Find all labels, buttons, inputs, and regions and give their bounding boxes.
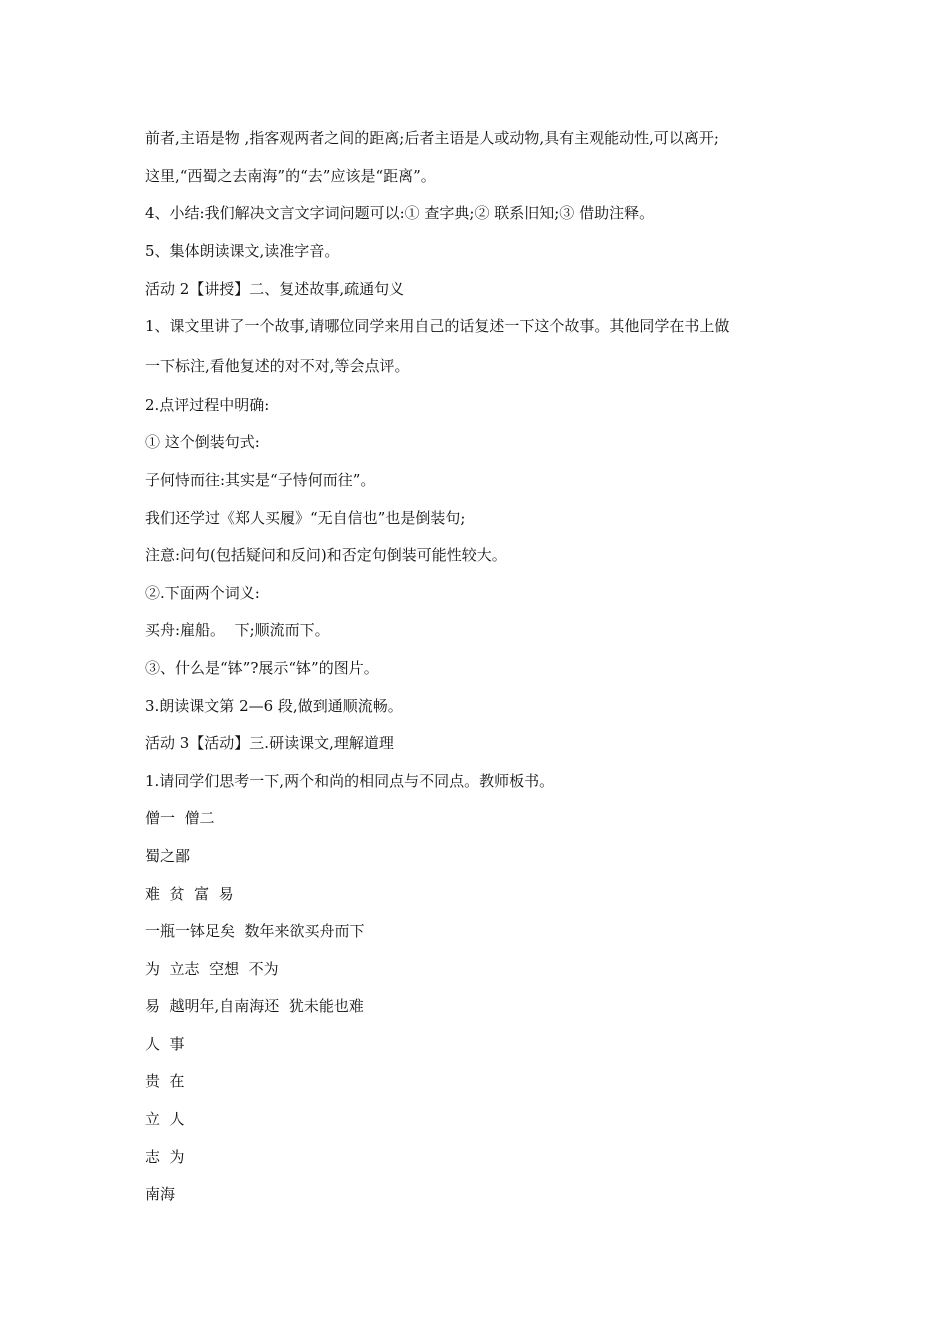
section-heading: 活动 2【讲授】二、复述故事,疏通句义 (145, 280, 405, 298)
board-line: 一瓶一钵足矣 数年来欲买舟而下 (145, 922, 365, 940)
board-line: 易 越明年,自南海还 犹未能也难 (145, 997, 364, 1015)
text-line: 5、集体朗读课文,读准字音。 (145, 242, 340, 260)
board-line: 人 事 (145, 1035, 185, 1053)
board-line: 立 人 (145, 1110, 185, 1128)
board-line: 僧一 僧二 (145, 809, 215, 827)
board-line: 南海 (145, 1185, 176, 1203)
text-line: 4、小结:我们解决文言文字词问题可以:① 查字典;② 联系旧知;③ 借助注释。 (145, 204, 655, 222)
text-line: ②.下面两个词义: (145, 584, 260, 602)
text-line: 1.请同学们思考一下,两个和尚的相同点与不同点。教师板书。 (145, 772, 555, 790)
text-line: 3.朗读课文第 2—6 段,做到通顺流畅。 (145, 697, 403, 715)
board-line: 难 贫 富 易 (145, 885, 234, 903)
text-line: 我们还学过《郑人买履》“无自信也”也是倒装句; (145, 509, 466, 527)
text-line: 2.点评过程中明确: (145, 396, 270, 414)
text-line: 1、课文里讲了一个故事,请哪位同学来用自己的话复述一下这个故事。其他同学在书上做 (145, 317, 730, 335)
section-heading: 活动 3【活动】三.研读课文,理解道理 (145, 734, 394, 752)
text-line: ③、什么是“钵”?展示“钵”的图片。 (145, 659, 379, 677)
text-line: 这里,“西蜀之去南海”的“去”应该是“距离”。 (145, 167, 436, 185)
board-line: 为 立志 空想 不为 (145, 960, 279, 978)
text-line: 前者,主语是物 ,指客观两者之间的距离;后者主语是人或动物,具有主观能动性,可以离开; (145, 129, 719, 147)
text-line: 子何恃而往:其实是“子恃何而往”。 (145, 471, 376, 489)
text-line: ① 这个倒装句式: (145, 433, 260, 451)
board-line: 蜀之鄙 (145, 847, 191, 865)
text-line: 注意:问句(包括疑问和反问)和否定句倒装可能性较大。 (145, 546, 507, 564)
board-line: 贵 在 (145, 1072, 185, 1090)
text-line: 一下标注,看他复述的对不对,等会点评。 (145, 357, 410, 375)
text-line: 买舟:雇船。 下;顺流而下。 (145, 621, 330, 639)
board-line: 志 为 (145, 1148, 185, 1166)
